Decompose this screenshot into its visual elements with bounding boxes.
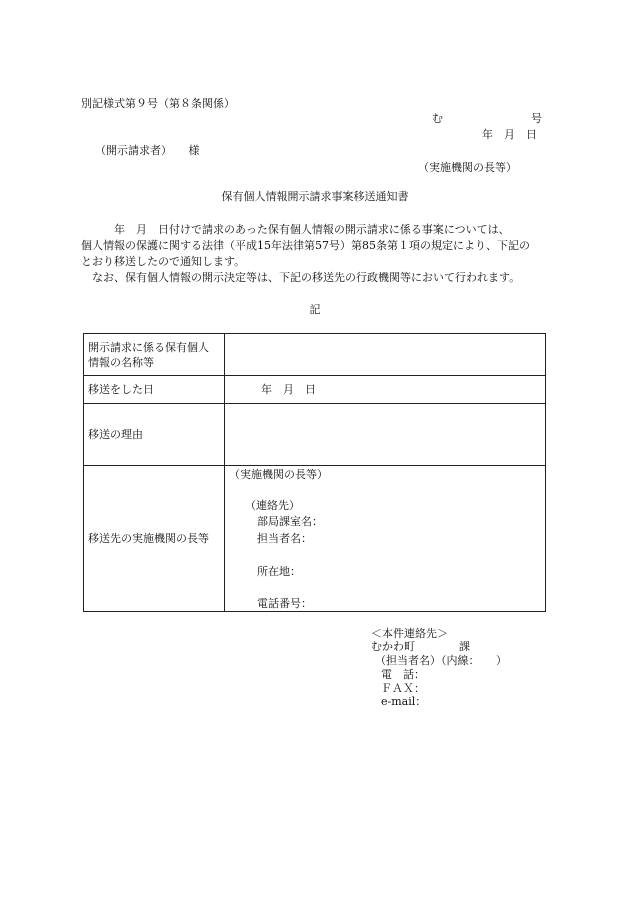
destination-label: 移送先の実施機関の長等 [84,466,225,612]
document-title: 保有個人情報開示請求事案移送通知書 [221,190,409,203]
document-number: む 号 [432,112,542,125]
destination-dept: 部局課室名： [257,515,323,528]
transfer-date-text: 年 月 日 [261,383,316,396]
table-row [84,466,546,612]
contact-heading: ＜本件連絡先＞ [371,627,448,640]
destination-value [225,466,546,612]
table-row [84,376,546,404]
destination-phone: 電話番号： [257,597,312,610]
contact-person: （担当者名）（内線： ） [375,654,507,667]
body-text [81,222,549,286]
transfer-reason-value [225,404,546,466]
destination-address: 所在地： [257,565,301,578]
record-name-label-line: 開示請求に係る保有個人 [88,340,209,354]
table-row [84,404,546,466]
ki-heading: 記 [309,303,321,316]
issue-date: 年 月 日 [482,128,537,141]
transfer-date-label: 移送をした日 [84,376,225,404]
table-row [84,334,546,376]
addressee: （開示請求者） 様 [95,144,200,157]
contact-office: むかわ町 課 [371,640,470,653]
record-name-label-line: 情報の名称等 [88,355,154,369]
record-name-label [84,334,225,376]
transfer-details-table [83,333,546,612]
transfer-date-value [225,376,546,404]
body-line: とおり移送したので通知します。 [81,255,246,268]
issuer: （実施機関の長等） [418,161,517,174]
destination-head: （実施機関の長等） [229,468,328,481]
destination-person: 担当者名： [257,532,312,545]
contact-fax: ＦＡＸ： [381,682,425,695]
contact-tel: 電 話： [381,668,425,681]
body-line: 個人情報の保護に関する法律（平成15年法律第57号）第85条第１項の規定により、下記の [81,239,530,252]
form-reference: 別記様式第９号（第８条関係） [81,97,235,110]
body-line: 年 月 日付けで請求のあった保有個人情報の開示請求に係る事案については、 [81,223,510,236]
body-line: なお、保有個人情報の開示決定等は、下記の移送先の行政機関等において行われます。 [81,271,521,284]
contact-email: e-mail： [381,695,427,708]
transfer-reason-label: 移送の理由 [84,404,225,466]
record-name-value [225,334,546,376]
destination-contact: （連絡先） [245,499,300,512]
